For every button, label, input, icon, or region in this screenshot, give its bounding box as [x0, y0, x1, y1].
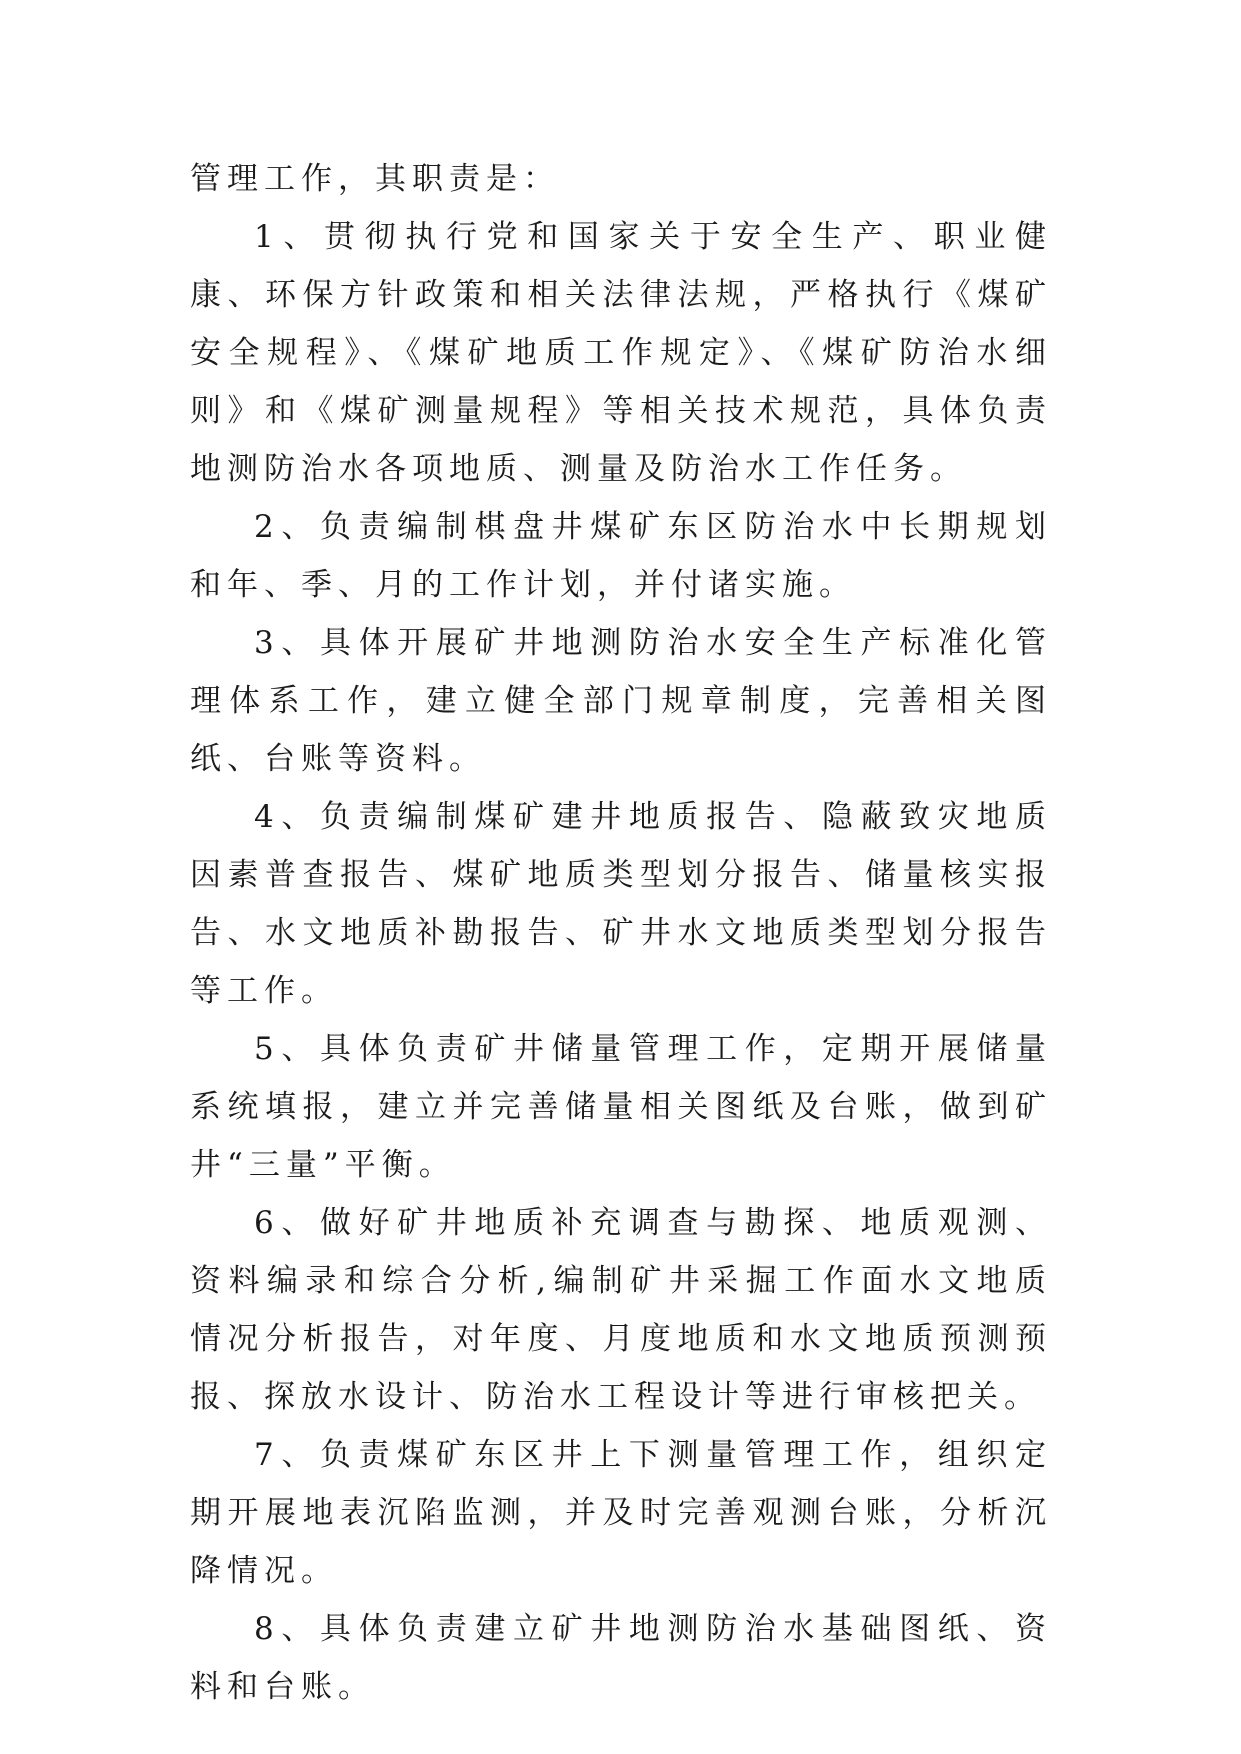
paragraph-intro: 管理工作，其职责是：	[190, 161, 560, 197]
paragraph-item-1: 1、贯彻执行党和国家关于安全生产、职业健康、环保方针政策和相关法律法规，严格执行《煤矿安全规程》、《煤矿地质工作规定》、《煤矿防治水细则》和《煤矿测量规程》等相关技术规范，具体负责地测防治水各项地质、测量及防治水工作任务。	[190, 219, 1052, 487]
paragraph-item-4: 4、负责编制煤矿建井地质报告、隐蔽致灾地质因素普查报告、煤矿地质类型划分报告、储量核实报告、水文地质补勘报告、矿井水文地质类型划分报告等工作。	[190, 799, 1052, 1009]
paragraph-item-2: 2、负责编制棋盘井煤矿东区防治水中长期规划和年、季、月的工作计划，并付诸实施。	[190, 509, 1052, 603]
paragraph-item-3: 3、具体开展矿井地测防治水安全生产标准化管理体系工作，建立健全部门规章制度，完善相关图纸、台账等资料。	[190, 625, 1052, 777]
document-page	[190, 150, 1052, 1716]
paragraph-item-5: 5、具体负责矿井储量管理工作，定期开展储量系统填报，建立并完善储量相关图纸及台账，做到矿井“三量”平衡。	[190, 1031, 1052, 1183]
paragraph-item-8: 8、具体负责建立矿井地测防治水基础图纸、资料和台账。	[190, 1611, 1052, 1705]
paragraph-item-7: 7、负责煤矿东区井上下测量管理工作，组织定期开展地表沉陷监测，并及时完善观测台账，分析沉降情况。	[190, 1437, 1052, 1589]
paragraph-item-6: 6、做好矿井地质补充调查与勘探、地质观测、资料编录和综合分析,编制矿井采掘工作面水文地质情况分析报告，对年度、月度地质和水文地质预测预报、探放水设计、防治水工程设计等进行审核把关。	[190, 1205, 1052, 1415]
